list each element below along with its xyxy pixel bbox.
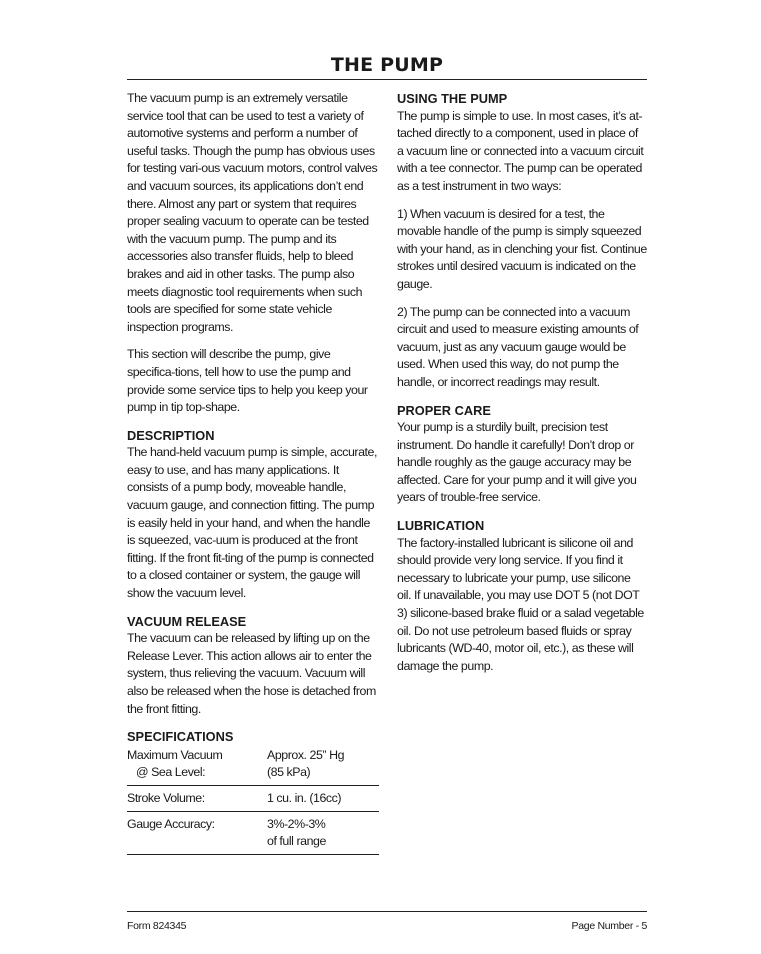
spec-value-line: of full range [267,834,326,849]
spec-label-line: @ Sea Level: [136,765,206,780]
page-title: THE PUMP [330,54,444,76]
left-column [127,90,379,855]
spec-label-line: Gauge Accuracy: [127,816,215,831]
spec-value-line: 3%-2%-3% [267,816,326,831]
lubrication-heading: LUBRICATION [397,518,485,534]
using-the-pump-heading: USING THE PUMP [397,91,508,106]
title-divider [127,79,647,80]
spec-label [127,816,267,834]
vacuum-release-text: The vacuum can be released by lifting up on the Release Lever. This action allows air to enter the system, thus relieving the vacuum. Vacuum will also be released when the hose is detached from the front fitting. [127,631,376,716]
form-number: Form 824345 [127,920,187,932]
spec-value [267,816,377,851]
footer-divider [127,911,647,912]
spec-row-stroke-volume [127,786,379,812]
using-item-2: 2) The pump can be connected into a vacuum circuit and used to measure existing amounts of vacuum, just as any vacuum gauge would be used. When used this way, do not pump the handle, or incorrect readings may result. [397,304,639,389]
proper-care-text: Your pump is a sturdily built, precision test instrument. Do handle it carefully! Don’t drop or handle roughly as the gauge accuracy may be affected. Care for your pump and it will give you years of trouble-free service. [397,420,637,505]
spec-value [267,747,377,782]
spec-row-gauge-accuracy [127,812,379,855]
spec-value-line: Approx. 25” Hg [267,747,345,762]
spec-label [127,747,267,782]
vacuum-release-heading: VACUUM RELEASE [127,613,247,629]
description-text: The hand-held vacuum pump is simple, accurate, easy to use, and has many applications. It consists of a pump body, moveable handle, vacuum gauge, and connection fitting. The pump is easily held in your hand, and when the handle is squeezed, vac-uum is produced at the front fitting. If the front fit-ting of the pump is connected to a closed container or system, the gauge will show the vacuum level. [127,445,377,601]
specifications-table [127,746,379,855]
spec-label [127,790,267,808]
spec-label-line: Maximum Vacuum [127,747,223,762]
spec-value [267,790,377,808]
page-number: Page Number - 5 [571,920,647,932]
spec-label-line: Stroke Volume: [127,790,205,805]
spec-value-line: 1 cu. in. (16cc) [267,790,342,805]
lubrication-text: The factory-installed lubricant is silicone oil and should provide very long service. If you find it necessary to lubricate your pump, use silicone oil. If unavailable, you may use DOT 5 (not DOT 3) silicone-based brake fluid or a salad vegetable oil. Do not use petroleum based fluids or spray lubricants (WD-40, motor oil, etc.), as these will damage the pump. [397,535,644,673]
intro-paragraph-1: The vacuum pump is an extremely versatile service tool that can be used to test a variety of automotive systems and perform a number of useful tasks. Though the pump has obvious uses for testing vari-ous vacuum motors, control valves and vacuum sources, its applications don’t end there. Almost any part or system that requires proper sealing vacuum to operate can be tested with the vacuum pump. The pump and its accessories also transfer fluids, help to bleed brakes and aid in other tasks. The pump also meets diagnostic tool requirements when such tools are specified for some state vehicle inspection programs. [127,91,378,334]
proper-care-heading: PROPER CARE [397,402,491,418]
using-the-pump-text: The pump is simple to use. In most cases, it’s at-tached directly to a component, used in place of a vacuum line or connected into a vacuum circuit with a tee connector. The pump can be operated as a test instrument in two ways: [397,108,644,193]
right-column [397,90,647,685]
using-item-1: 1) When vacuum is desired for a test, the movable handle of the pump is simply squeezed with your hand, as in clenching your fist. Continue strokes until desired vacuum is indicated on the gauge. [397,206,647,291]
specifications-heading: SPECIFICATIONS [127,729,234,745]
spec-row-max-vacuum [127,746,379,786]
description-heading: DESCRIPTION [127,427,215,443]
intro-paragraph-2: This section will describe the pump, give specifica-tions, tell how to use the pump and provide some service tips to help you keep your pump in tip top-shape. [127,347,368,415]
spec-value-line: (85 kPa) [267,765,311,780]
